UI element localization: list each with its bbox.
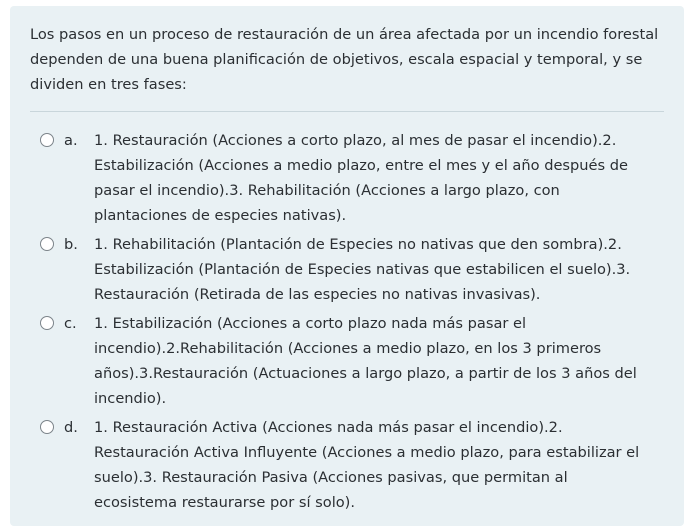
answer-options	[30, 128, 664, 515]
option-letter-c: c.	[64, 315, 77, 332]
option-c[interactable]	[30, 311, 664, 411]
option-text-b[interactable]: 1. Rehabilitación (Plantación de Especies no nativas que den sombra).2. Estabilización (Plantación de Especies nativas que estabilicen el suelo).3. Restauración (Retirada de las especies no nativas invasivas).	[94, 236, 631, 303]
radio-button-c[interactable]	[40, 316, 54, 330]
question-text: Los pasos en un proceso de restauración de un área afectada por un incendio forestal dependen de una buena planificación de objetivos, escala espacial y temporal, y se dividen en tres fases:	[30, 22, 664, 112]
radio-button-d[interactable]	[40, 420, 54, 434]
question-card	[10, 6, 684, 526]
radio-button-b[interactable]	[40, 237, 54, 251]
option-a[interactable]	[30, 128, 664, 228]
option-letter-a: a.	[64, 132, 78, 149]
option-letter-b: b.	[64, 236, 78, 253]
option-b[interactable]	[30, 232, 664, 307]
option-d[interactable]	[30, 415, 664, 515]
option-text-c[interactable]: 1. Estabilización (Acciones a corto plazo nada más pasar el incendio).2.Rehabilitación (Acciones a medio plazo, en los 3 primeros años).3.Restauración (Actuaciones a largo plazo, a partir de los 3 años del incendio).	[94, 315, 637, 407]
option-text-d[interactable]: 1. Restauración Activa (Acciones nada más pasar el incendio).2. Restauración Activa Influyente (Acciones a medio plazo, para estabilizar el suelo).3. Restauración Pasiva (Acciones pasivas, que permitan al ecosistema restaurarse por sí solo).	[94, 419, 640, 511]
radio-button-a[interactable]	[40, 133, 54, 147]
option-letter-d: d.	[64, 419, 78, 436]
option-text-a[interactable]: 1. Restauración (Acciones a corto plazo, al mes de pasar el incendio).2. Estabilización (Acciones a medio plazo, entre el mes y el año después de pasar el incendio).3. Rehabilitación (Acciones a largo plazo, con plantaciones de especies nativas).	[94, 132, 629, 224]
